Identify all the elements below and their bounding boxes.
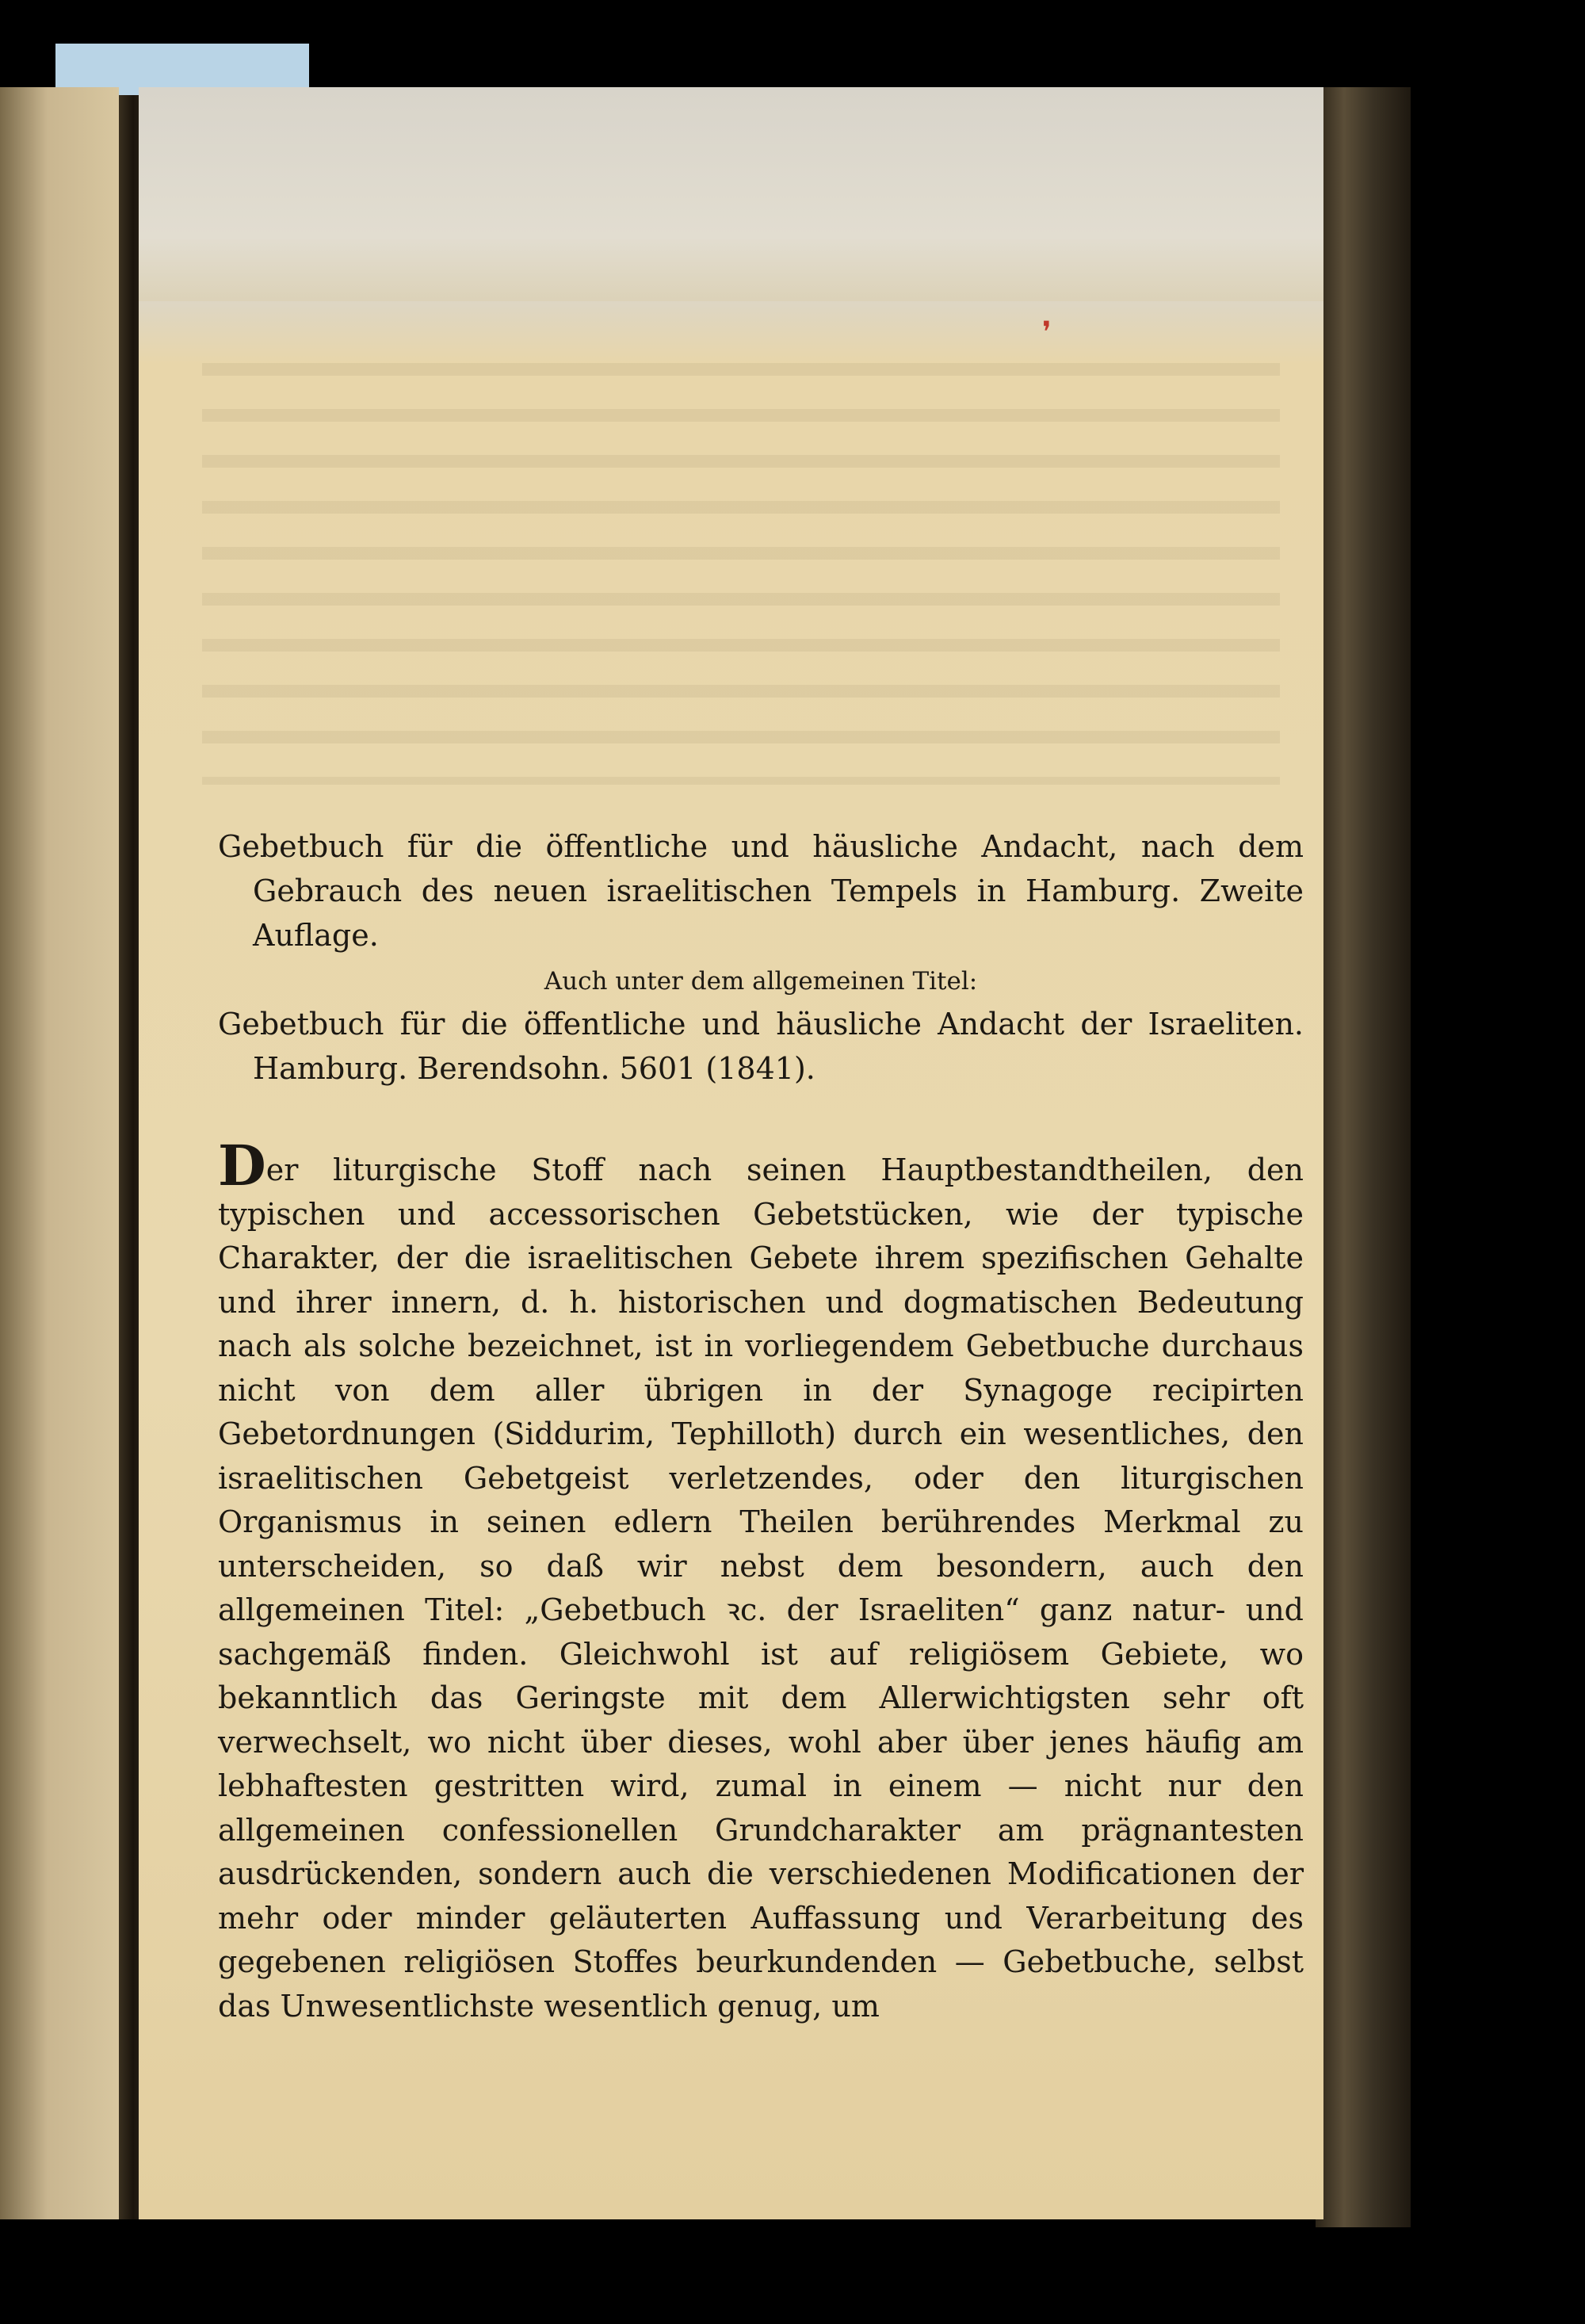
bibliographic-title: Gebetbuch für die öffentliche und häusliche Andacht, nach dem Gebrauch des neuen israelitischen Tempels in Hamburg. Zweite Auflage. bbox=[218, 829, 1304, 953]
red-ink-mark-icon: ❜ bbox=[1042, 316, 1052, 349]
bleed-through-text bbox=[202, 341, 1280, 785]
body-paragraph bbox=[218, 1133, 1304, 2028]
drop-initial: D bbox=[218, 1133, 266, 1198]
body-paragraph-text: er liturgische Stoff nach seinen Hauptbestandtheilen, den typischen und accessorischen Gebetstücken, wie der typische Charakter, der die israelitischen Gebete ihrem spezifischen Gehalte und ihrer innern, d. h. historischen und dogmatischen Bedeutung nach als solche bezeichnet, ist in vorliegendem Gebetbuche durchaus nicht von dem aller übrigen in der Synagoge recipirten Gebetordnungen (Siddurim, Tephilloth) durch ein wesentliches, den israelitischen Gebetgeist verletzendes, oder den liturgischen Organismus in seinen edlern Theilen berührendes Merkmal zu unterscheiden, so daß wir nebst dem besondern, auch den allgemeinen Titel: „Gebetbuch ꝛc. der Israeliten“ ganz natur- und sachgemäß finden. Gleichwohl ist auf religiösem Gebiete, wo bekanntlich das Geringste mit dem Allerwichtigsten sehr oft verwechselt, wo nicht über dieses, wohl aber über jenes häufig am lebhaftesten gestritten wird, zumal in einem — nicht nur den allgemeinen confessionellen Grundcharakter am prägnantesten ausdrückenden, sondern auch die verschiedenen Modificationen der mehr oder minder geläuterten Auffassung und Verarbeitung des gegebenen religiösen Stoffes beurkundenden — Gebetbuche, selbst das Unwesentlichste wesentlich genug, um bbox=[218, 1152, 1304, 2024]
page-text-block bbox=[218, 824, 1304, 2058]
page-top-discoloration bbox=[139, 87, 1323, 301]
book-page bbox=[139, 87, 1323, 2219]
previous-page-edge bbox=[0, 87, 119, 2219]
book-cover-edge bbox=[1316, 87, 1411, 2227]
bibliographic-alt-title: Gebetbuch für die öffentliche und häusliche Andacht der Israeliten. Hamburg. Berendsohn. 5601 (1841). bbox=[218, 1007, 1304, 1086]
bibliographic-subtitle-intro: Auch unter dem allgemeinen Titel: bbox=[544, 967, 978, 996]
